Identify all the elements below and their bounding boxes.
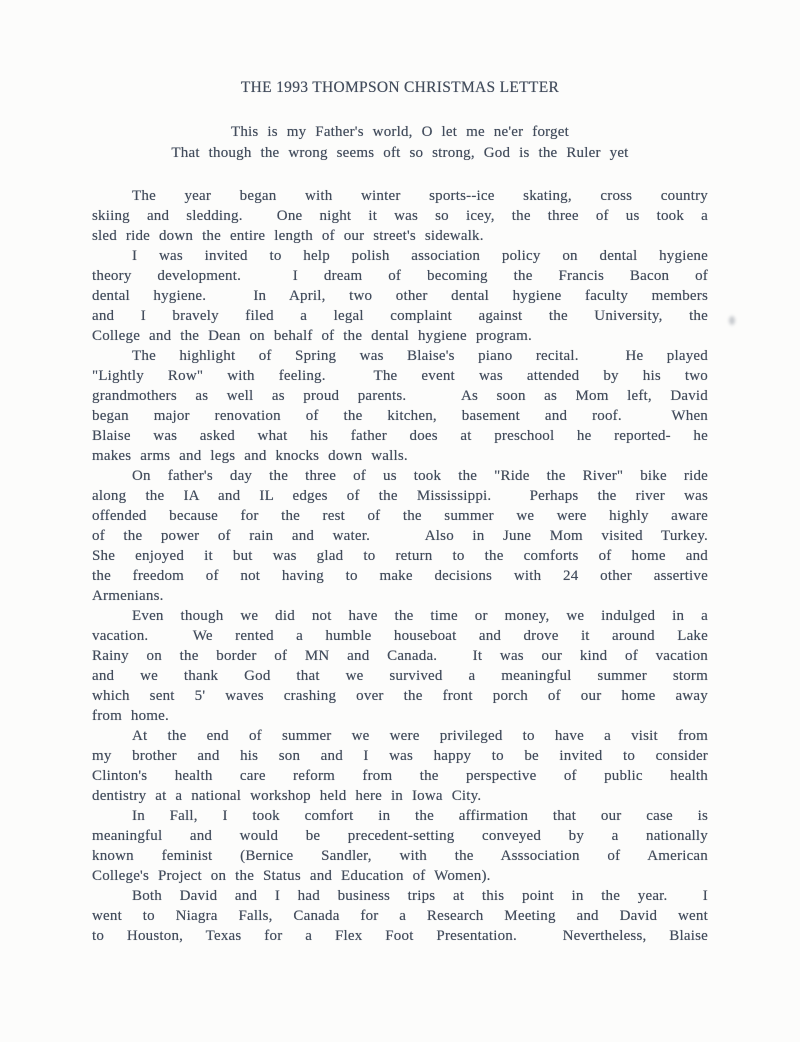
letter-body	[92, 186, 708, 946]
text-line: On father's day the three of us took the "Ride the River" bike ride	[132, 468, 708, 484]
text-line: "Lightly Row" with feeling. The event was attended by his two	[92, 368, 708, 384]
text-line: College and the Dean on behalf of the dental hygiene program.	[92, 328, 532, 344]
text-line: along the IA and IL edges of the Mississippi. Perhaps the river was	[92, 488, 708, 504]
text-line: At the end of summer we were privileged to have a visit from	[132, 728, 708, 744]
paragraph	[92, 466, 708, 606]
text-line: of the power of rain and water. Also in June Mom visited Turkey.	[92, 528, 708, 544]
text-line: dental hygiene. In April, two other dental hygiene faculty members	[92, 288, 708, 304]
paragraph	[92, 246, 708, 346]
text-line: known feminist (Bernice Sandler, with the Asssociation of American	[92, 848, 708, 864]
text-line: and I bravely filed a legal complaint against the University, the	[92, 308, 708, 324]
text-line: to Houston, Texas for a Flex Foot Presentation. Nevertheless, Blaise	[92, 928, 708, 944]
text-line: Rainy on the border of MN and Canada. It was our kind of vacation	[92, 648, 708, 664]
letter-title: THE 1993 THOMPSON CHRISTMAS LETTER	[240, 79, 560, 96]
text-line: my brother and his son and I was happy to be invited to consider	[92, 748, 708, 764]
text-line: went to Niagra Falls, Canada for a Research Meeting and David went	[92, 908, 708, 924]
text-line: I was invited to help polish association policy on dental hygiene	[132, 248, 708, 264]
text-line: from home.	[92, 708, 169, 724]
text-line: theory development. I dream of becoming the Francis Bacon of	[92, 268, 708, 284]
text-line: which sent 5' waves crashing over the front porch of our home away	[92, 688, 708, 704]
text-line: began major renovation of the kitchen, basement and roof. When	[92, 408, 708, 424]
text-line: grandmothers as well as proud parents. As soon as Mom left, David	[92, 388, 708, 404]
paragraph	[92, 886, 708, 946]
paragraph	[92, 346, 708, 466]
text-line: makes arms and legs and knocks down walls.	[92, 448, 408, 464]
text-line: sled ride down the entire length of our street's sidewalk.	[92, 228, 484, 244]
paragraph	[92, 186, 708, 246]
paragraph	[92, 726, 708, 806]
text-line: Both David and I had business trips at this point in the year. I	[132, 888, 708, 904]
text-line: and we thank God that we survived a meaningful summer storm	[92, 668, 708, 684]
scan-speck	[729, 316, 735, 325]
text-line: College's Project on the Status and Education of Women).	[92, 868, 491, 884]
text-line: She enjoyed it but was glad to return to the comforts of home and	[92, 548, 708, 564]
text-line: dentistry at a national workshop held here in Iowa City.	[92, 788, 482, 804]
epigraph	[0, 122, 800, 164]
epigraph-line: This is my Father's world, O let me ne'er forget	[230, 124, 569, 140]
text-line: vacation. We rented a humble houseboat and drove it around Lake	[92, 628, 708, 644]
text-line: the freedom of not having to make decisions with 24 other assertive	[92, 568, 708, 584]
text-line: The year began with winter sports--ice skating, cross country	[132, 188, 708, 204]
text-line: In Fall, I took comfort in the affirmation that our case is	[132, 808, 708, 824]
text-line: The highlight of Spring was Blaise's piano recital. He played	[132, 348, 708, 364]
text-line: offended because for the rest of the summer we were highly aware	[92, 508, 708, 524]
text-line: meaningful and would be precedent-setting conveyed by a nationally	[92, 828, 708, 844]
epigraph-line: That though the wrong seems oft so strong, God is the Ruler yet	[171, 145, 629, 161]
text-line: Armenians.	[92, 588, 164, 604]
text-line: Clinton's health care reform from the perspective of public health	[92, 768, 708, 784]
text-line: skiing and sledding. One night it was so icey, the three of us took a	[92, 208, 708, 224]
paragraph	[92, 806, 708, 886]
text-line: Blaise was asked what his father does at preschool he reported- he	[92, 428, 708, 444]
paragraph	[92, 606, 708, 726]
text-line: Even though we did not have the time or money, we indulged in a	[132, 608, 708, 624]
